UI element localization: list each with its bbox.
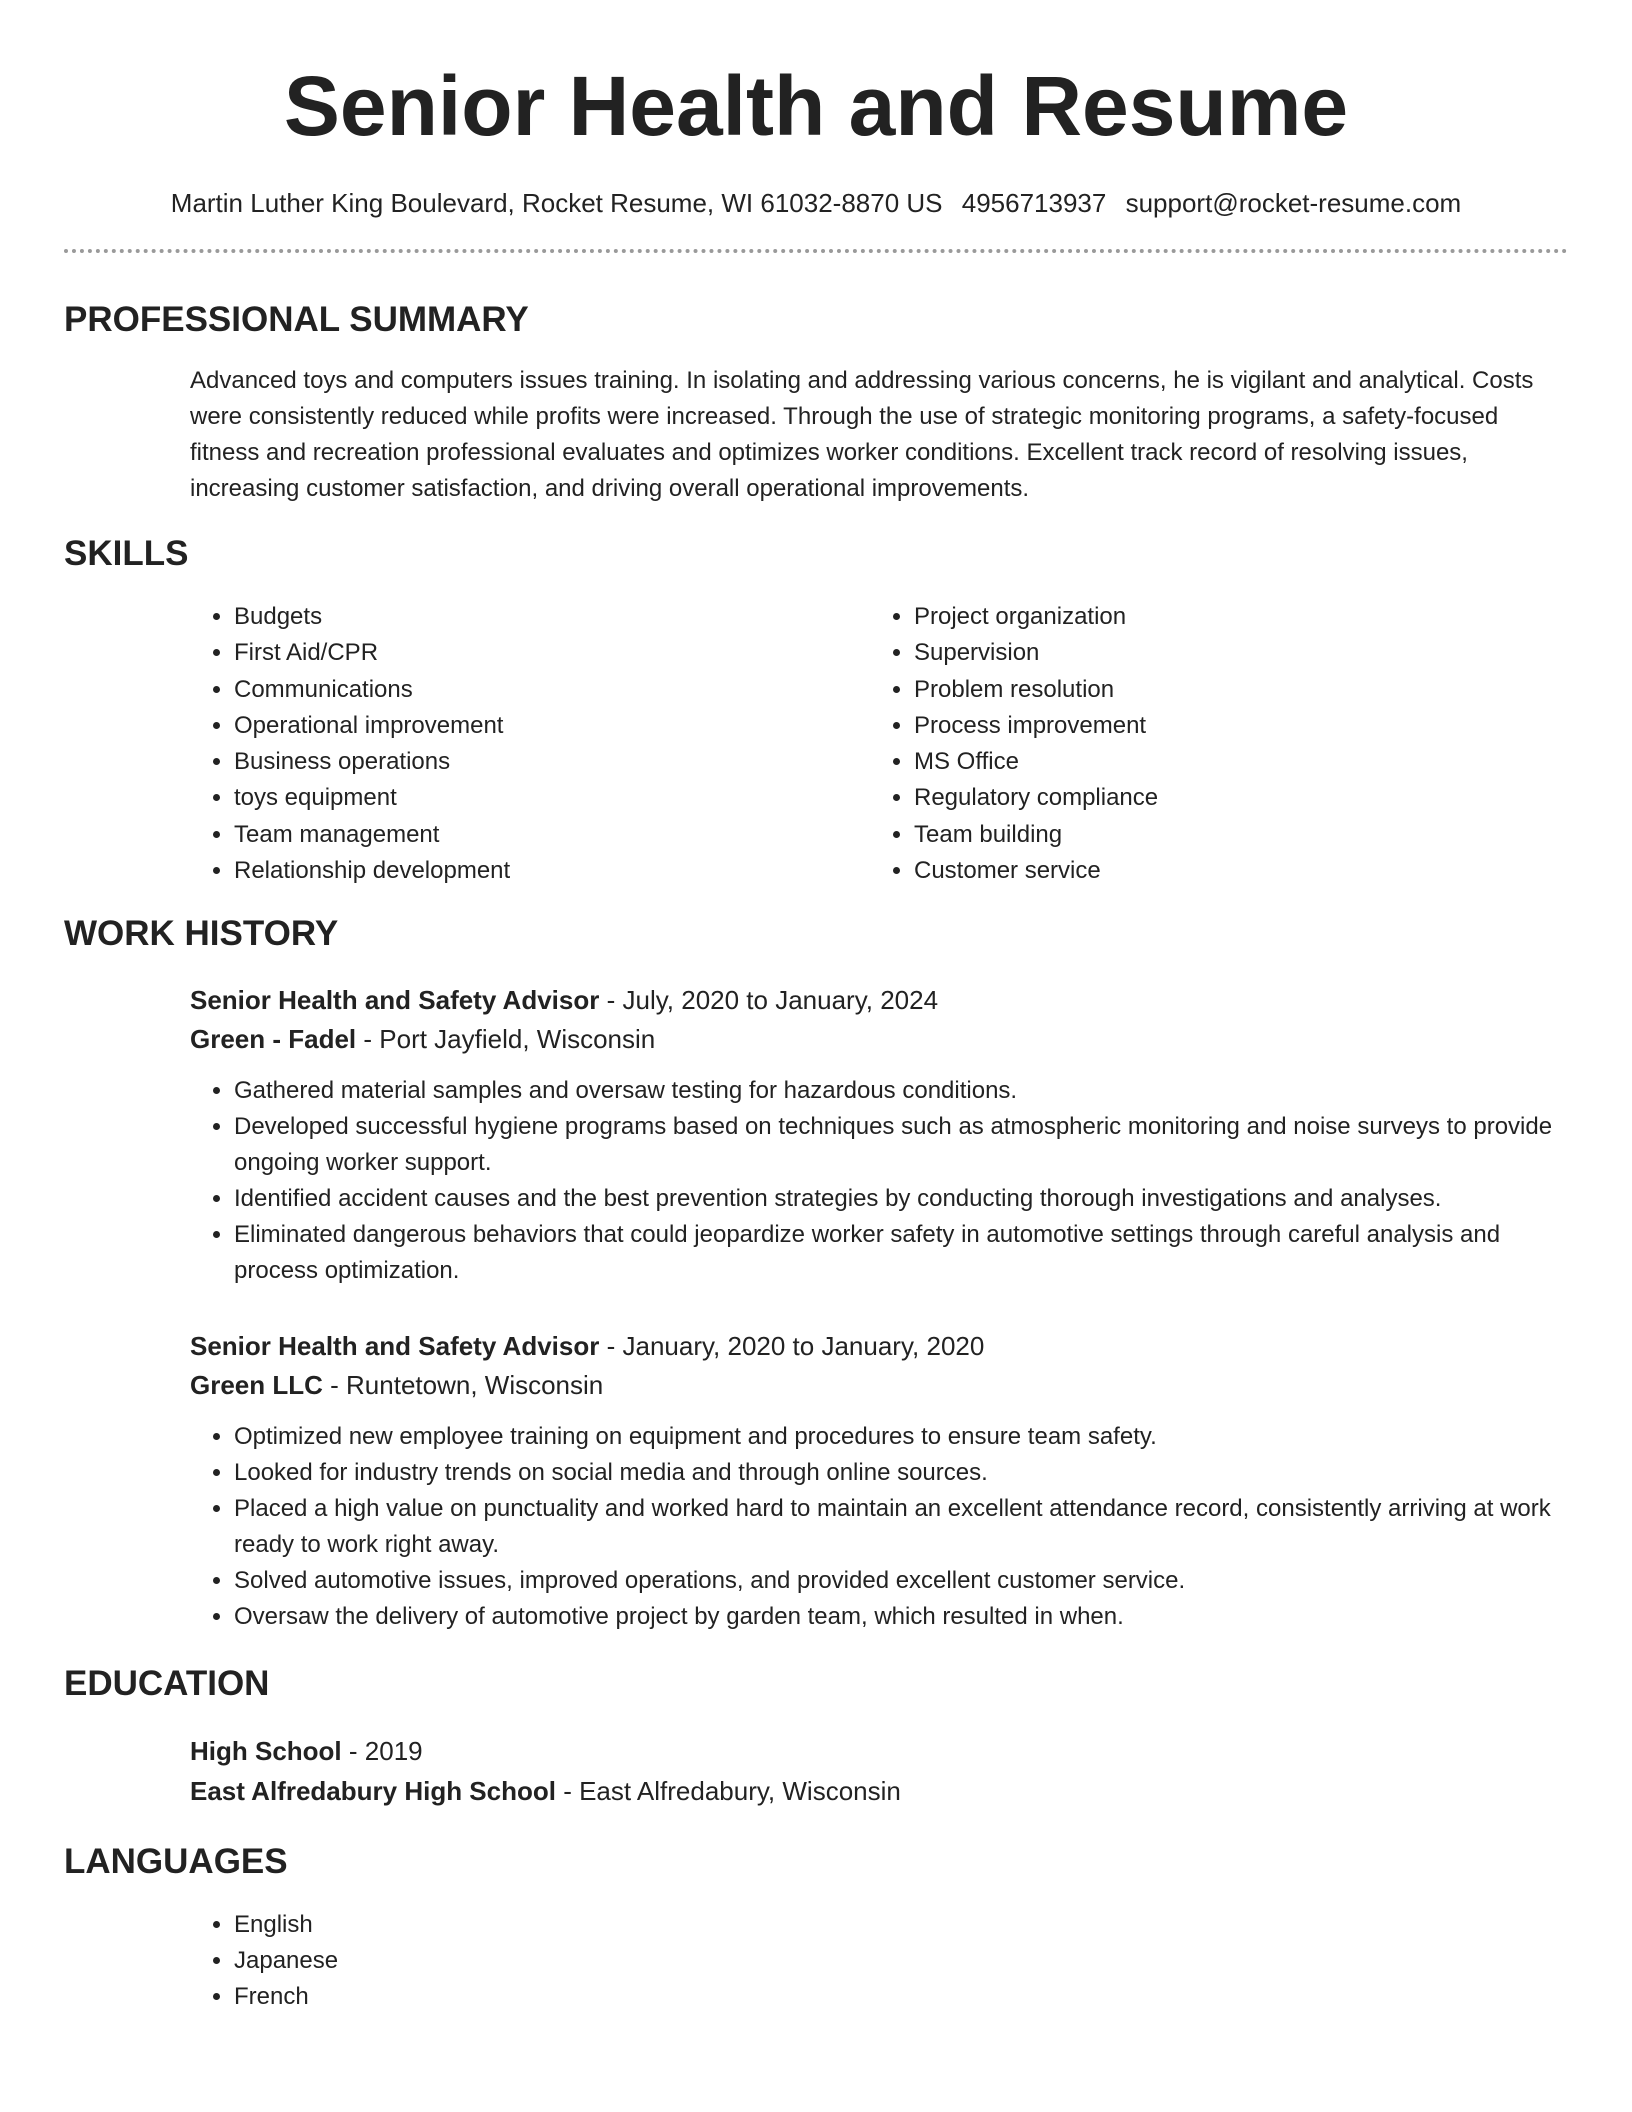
languages-section [64, 1907, 1568, 2015]
job-duty: • Gathered material samples and oversaw testing for hazardous conditions. [234, 1073, 1568, 1109]
job-duty: • Looked for industry trends on social media and through online sources. [234, 1455, 1568, 1491]
header-divider [64, 249, 1568, 253]
skill-item: • Problem resolution [914, 672, 1550, 708]
skills-grid [190, 599, 1568, 889]
skill-item: • Communications [234, 672, 870, 708]
skill-item: • Operational improvement [234, 708, 870, 744]
skill-item: • Relationship development [234, 853, 870, 889]
graduation-year: - 2019 [341, 1736, 423, 1767]
school-location: - East Alfredabury, Wisconsin [555, 1776, 901, 1807]
skills-section [64, 599, 1568, 889]
work-history-section [64, 981, 1568, 1635]
skill-item: • Team management [234, 817, 870, 853]
job-duty: • Developed successful hygiene programs based on techniques such as atmospheric monitoring and noise surveys to provide ongoing worker support. [234, 1109, 1568, 1181]
summary-heading: PROFESSIONAL SUMMARY [64, 300, 529, 339]
language-item: • French [234, 1979, 1568, 2015]
job-location: - Port Jayfield, Wisconsin [356, 1024, 656, 1055]
contact-phone: 4956713937 [961, 188, 1107, 218]
job-role: Senior Health and Safety Advisor [190, 1331, 600, 1362]
education-entry [190, 1731, 1568, 1811]
job-company: Green - Fadel [190, 1024, 357, 1055]
school-name: East Alfredabury High School [190, 1776, 556, 1807]
skill-item: • Business operations [234, 744, 870, 780]
candidate-name: Senior Health and Resume [283, 59, 1349, 153]
contact-line [64, 187, 1568, 219]
job-company-line [190, 1366, 1568, 1405]
job-duty: • Eliminated dangerous behaviors that could jeopardize worker safety in automotive settings through careful analysis and process optimization. [234, 1217, 1568, 1289]
skill-item: • Regulatory compliance [914, 780, 1550, 816]
job-duties [190, 1419, 1568, 1635]
skills-heading: SKILLS [64, 534, 189, 573]
summary-section [64, 363, 1568, 507]
job-dates: - January, 2020 to January, 2020 [599, 1331, 985, 1362]
skills-column-right [870, 599, 1550, 889]
work-history-heading: WORK HISTORY [64, 914, 339, 954]
job-duty: • Identified accident causes and the best prevention strategies by conducting thorough investigations and analyses. [234, 1181, 1568, 1217]
job-duty: • Placed a high value on punctuality and worked hard to maintain an excellent attendance record, consistently arriving at work ready to work right away. [234, 1491, 1568, 1563]
language-item: • English [234, 1907, 1568, 1943]
skill-item: • Team building [914, 817, 1550, 853]
contact-email: support@rocket-resume.com [1125, 188, 1462, 218]
skills-column-left [190, 599, 870, 889]
education-section [64, 1731, 1568, 1811]
skill-item: • Process improvement [914, 708, 1550, 744]
job-location: - Runtetown, Wisconsin [322, 1370, 604, 1401]
summary-text: Advanced toys and computers issues training. In isolating and addressing various concerns, he is vigilant and analytical. Costs were consistently reduced while profits were increased. Through the use of strategic monitoring programs, a safety-focused fitness and recreation professional evaluates and optimizes worker conditions. Excellent track record of resolving issues, increasing customer satisfaction, and driving overall operational improvements. [190, 367, 1534, 502]
skill-item: • Customer service [914, 853, 1550, 889]
language-item: • Japanese [234, 1943, 1568, 1979]
skill-item: • Project organization [914, 599, 1550, 635]
skill-item: • MS Office [914, 744, 1550, 780]
job-entry [190, 1327, 1568, 1635]
job-duty: • Optimized new employee training on equipment and procedures to ensure team safety. [234, 1419, 1568, 1455]
job-duty: • Oversaw the delivery of automotive project by garden team, which resulted in when. [234, 1599, 1568, 1635]
degree-line [190, 1731, 1568, 1771]
skill-item: • Supervision [914, 635, 1550, 671]
degree: High School [190, 1736, 342, 1767]
job-duties [190, 1073, 1568, 1289]
languages-list [190, 1907, 1568, 2015]
skill-item: • Budgets [234, 599, 870, 635]
job-company-line [190, 1020, 1568, 1059]
skill-item: • toys equipment [234, 780, 870, 816]
education-heading: EDUCATION [64, 1664, 270, 1704]
school-line [190, 1771, 1568, 1811]
job-company: Green LLC [190, 1370, 323, 1401]
job-dates: - July, 2020 to January, 2024 [599, 985, 939, 1016]
job-role: Senior Health and Safety Advisor [190, 985, 600, 1016]
job-title-line [190, 1327, 1568, 1366]
job-duty: • Solved automotive issues, improved operations, and provided excellent customer service. [234, 1563, 1568, 1599]
job-title-line [190, 981, 1568, 1020]
job-entry [190, 981, 1568, 1289]
skill-item: • First Aid/CPR [234, 635, 870, 671]
contact-address: Martin Luther King Boulevard, Rocket Resume, WI 61032-8870 US [170, 188, 943, 218]
languages-heading: LANGUAGES [64, 1842, 288, 1882]
